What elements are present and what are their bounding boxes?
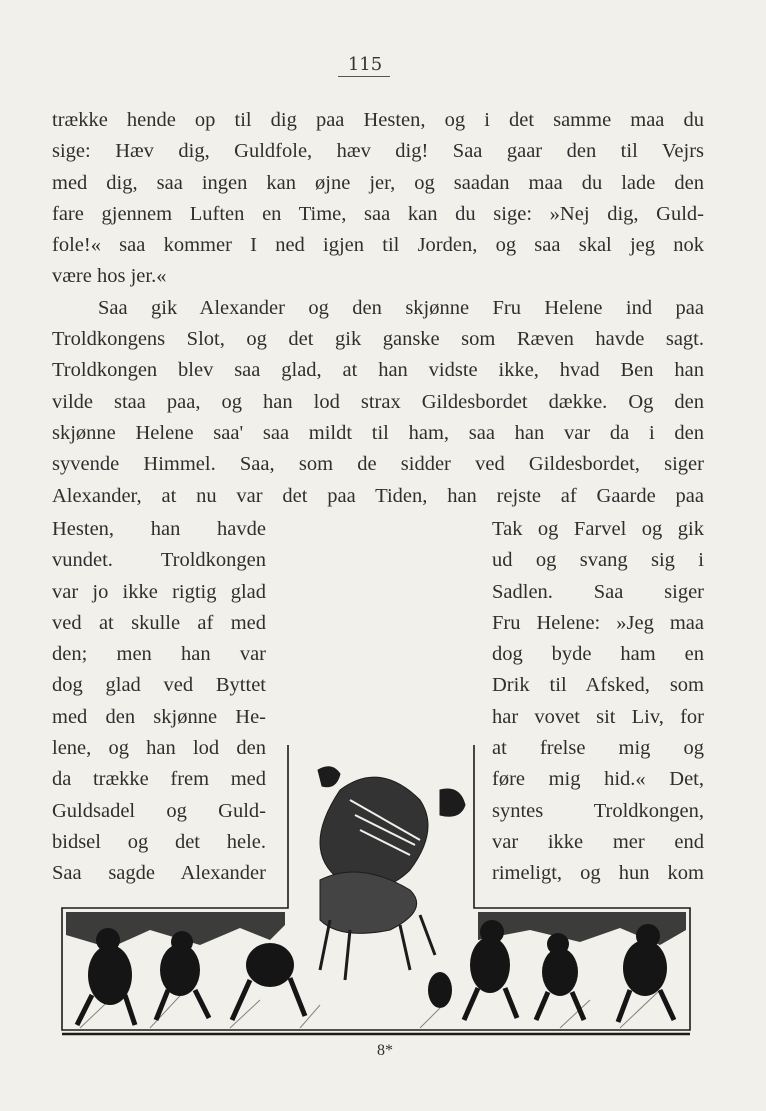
text-line: med den skjønne He- xyxy=(52,705,266,728)
text-line: Tak og Farvel og gik xyxy=(492,518,704,540)
text-line: fare gjennem Luften en Time, saa kan du sige: »Nej dig, Guld- xyxy=(52,202,704,225)
body-text-full-width xyxy=(52,105,704,512)
text-line: Fru Helene: »Jeg maa xyxy=(492,611,704,634)
text-line: at frelse mig og xyxy=(492,737,704,760)
page-number-rule xyxy=(338,76,390,77)
text-line: føre mig hid.« Det, xyxy=(492,768,704,791)
text-line: med dig, saa ingen kan øjne jer, og saadan maa du lade den xyxy=(52,171,704,194)
text-line: syntes Troldkongen, xyxy=(492,799,704,822)
text-line: dog glad ved Byttet xyxy=(52,674,266,697)
text-line: bidsel og det hele. xyxy=(52,830,266,853)
text-line: skjønne Helene saa' saa mildt til ham, saa han var da i den xyxy=(52,421,704,444)
text-line: har vovet sit Liv, for xyxy=(492,705,704,728)
text-line: vilde staa paa, og han lod strax Gildesbordet dække. Og den xyxy=(52,390,704,413)
text-line: syvende Himmel. Saa, som de sidder ved Gildesbordet, siger xyxy=(52,453,704,476)
text-line: Saa sagde Alexander xyxy=(52,862,266,885)
text-line: Troldkongen blev saa glad, at han vidste ikke, hvad Ben han xyxy=(52,359,704,382)
text-line: var jo ikke rigtig glad xyxy=(52,580,266,603)
text-line: Troldkongens Slot, og det gik ganske som Ræven havde sagt. xyxy=(52,328,704,351)
dancing-trolls xyxy=(77,920,674,1025)
text-line: lene, og han lod den xyxy=(52,737,266,760)
text-line: rimeligt, og hun kom xyxy=(492,862,704,885)
text-line: sige: Hæv dig, Guldfole, hæv dig! Saa gaar den til Vejrs xyxy=(52,140,704,163)
text-line: Alexander, at nu var det paa Tiden, han rejste af Gaarde paa xyxy=(52,484,704,507)
horse-rider-figure xyxy=(318,767,465,980)
right-text-column xyxy=(492,514,704,890)
text-line: Drik til Afsked, som xyxy=(492,674,704,697)
text-line: fole!« saa kommer I ned igjen til Jorden, og saa skal jeg nok xyxy=(52,234,704,257)
text-line: Hesten, han havde xyxy=(52,518,266,540)
left-text-column xyxy=(52,514,266,890)
crowd-scribbles xyxy=(66,912,686,948)
text-line: var ikke mer end xyxy=(492,830,704,853)
text-line: trække hende op til dig paa Hesten, og i det samme maa du xyxy=(52,109,704,131)
text-line: vundet. Troldkongen xyxy=(52,549,266,572)
floor-hatching xyxy=(80,985,660,1028)
text-line: da trække frem med xyxy=(52,768,266,791)
text-line: Sadlen. Saa siger xyxy=(492,580,704,603)
signature-mark: 8* xyxy=(377,1042,393,1059)
text-line: ud og svang sig i xyxy=(492,549,704,572)
text-line: være hos jer.« xyxy=(52,265,167,288)
text-line: Guldsadel og Guld- xyxy=(52,799,266,822)
text-line: Saa gik Alexander og den skjønne Fru Helene ind paa xyxy=(98,296,704,319)
text-line: dog byde ham en xyxy=(492,643,704,666)
text-line: ved at skulle af med xyxy=(52,611,266,634)
page-number: 115 xyxy=(347,54,383,75)
text-line: den; men han var xyxy=(52,643,266,666)
